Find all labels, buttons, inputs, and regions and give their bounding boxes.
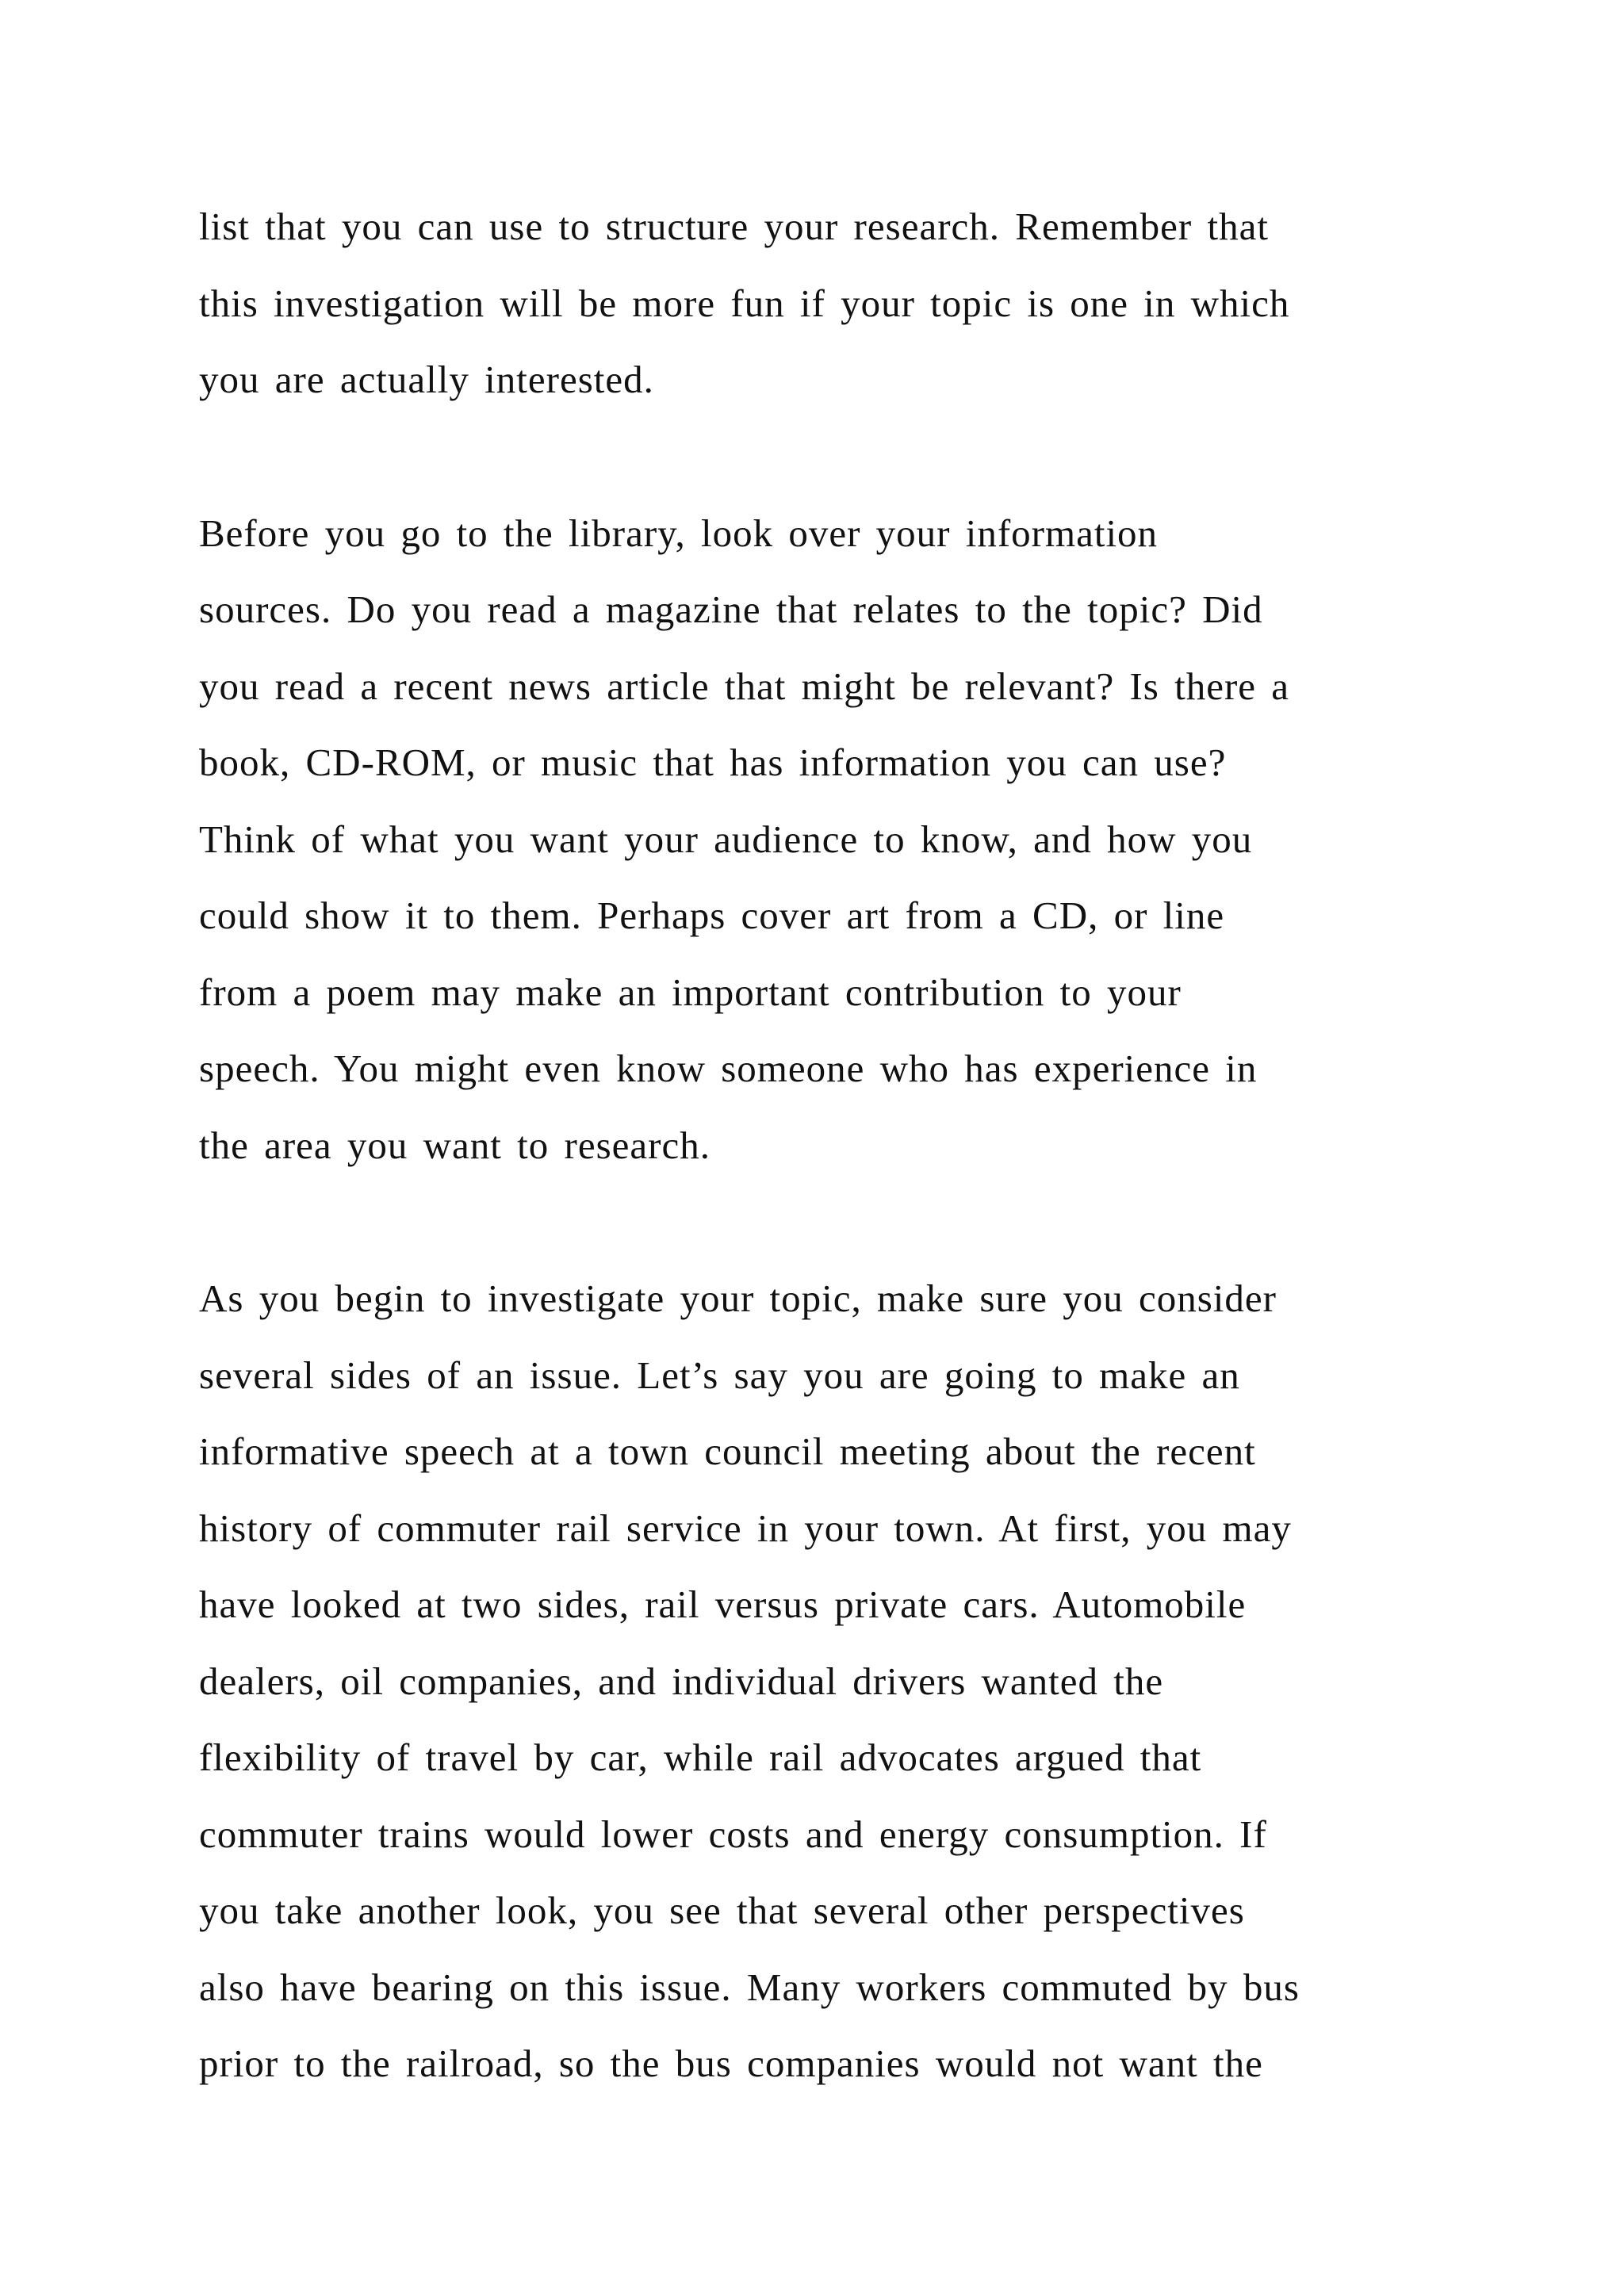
text-line: Before you go to the library, look over your information [199,511,1159,555]
paragraph-3 [199,1261,1547,2103]
text-line: Think of what you want your audience to know, and how you [199,817,1253,861]
text-line: As you begin to investigate your topic, make sure you consider [199,1276,1277,1320]
text-line: list that you can use to structure your research. Remember that [199,205,1269,248]
text-line: flexibility of travel by car, while rail advocates argued that [199,1735,1202,1779]
text-line: you take another look, you see that several other perspectives [199,1888,1245,1932]
paragraph-2 [199,496,1547,1184]
text-line: speech. You might even know someone who has experience in [199,1047,1258,1090]
text-line: this investigation will be more fun if your topic is one in which [199,281,1290,325]
text-line: from a poem may make an important contribution to your [199,970,1182,1014]
text-line: you read a recent news article that might be relevant? Is there a [199,664,1290,708]
text-line: commuter trains would lower costs and energy consumption. If [199,1812,1267,1856]
text-line: could show it to them. Perhaps cover art from a CD, or line [199,894,1225,937]
text-line: have looked at two sides, rail versus private cars. Automobile [199,1582,1247,1626]
text-line: several sides of an issue. Let’s say you are going to make an [199,1353,1240,1397]
text-line: also have bearing on this issue. Many workers commuted by bus [199,1965,1300,2009]
text-line: history of commuter rail service in your town. At first, you may [199,1506,1292,1550]
text-line: informative speech at a town council meeting about the recent [199,1429,1256,1473]
text-line: dealers, oil companies, and individual drivers wanted the [199,1659,1164,1703]
text-line: sources. Do you read a magazine that relates to the topic? Did [199,587,1263,631]
paragraph-1 [199,189,1547,419]
body-text [199,189,1547,2179]
text-line: the area you want to research. [199,1123,710,1167]
text-line: you are actually interested. [199,358,654,401]
text-line: prior to the railroad, so the bus companies would not want the [199,2042,1263,2085]
text-line: book, CD-ROM, or music that has information you can use? [199,740,1227,784]
